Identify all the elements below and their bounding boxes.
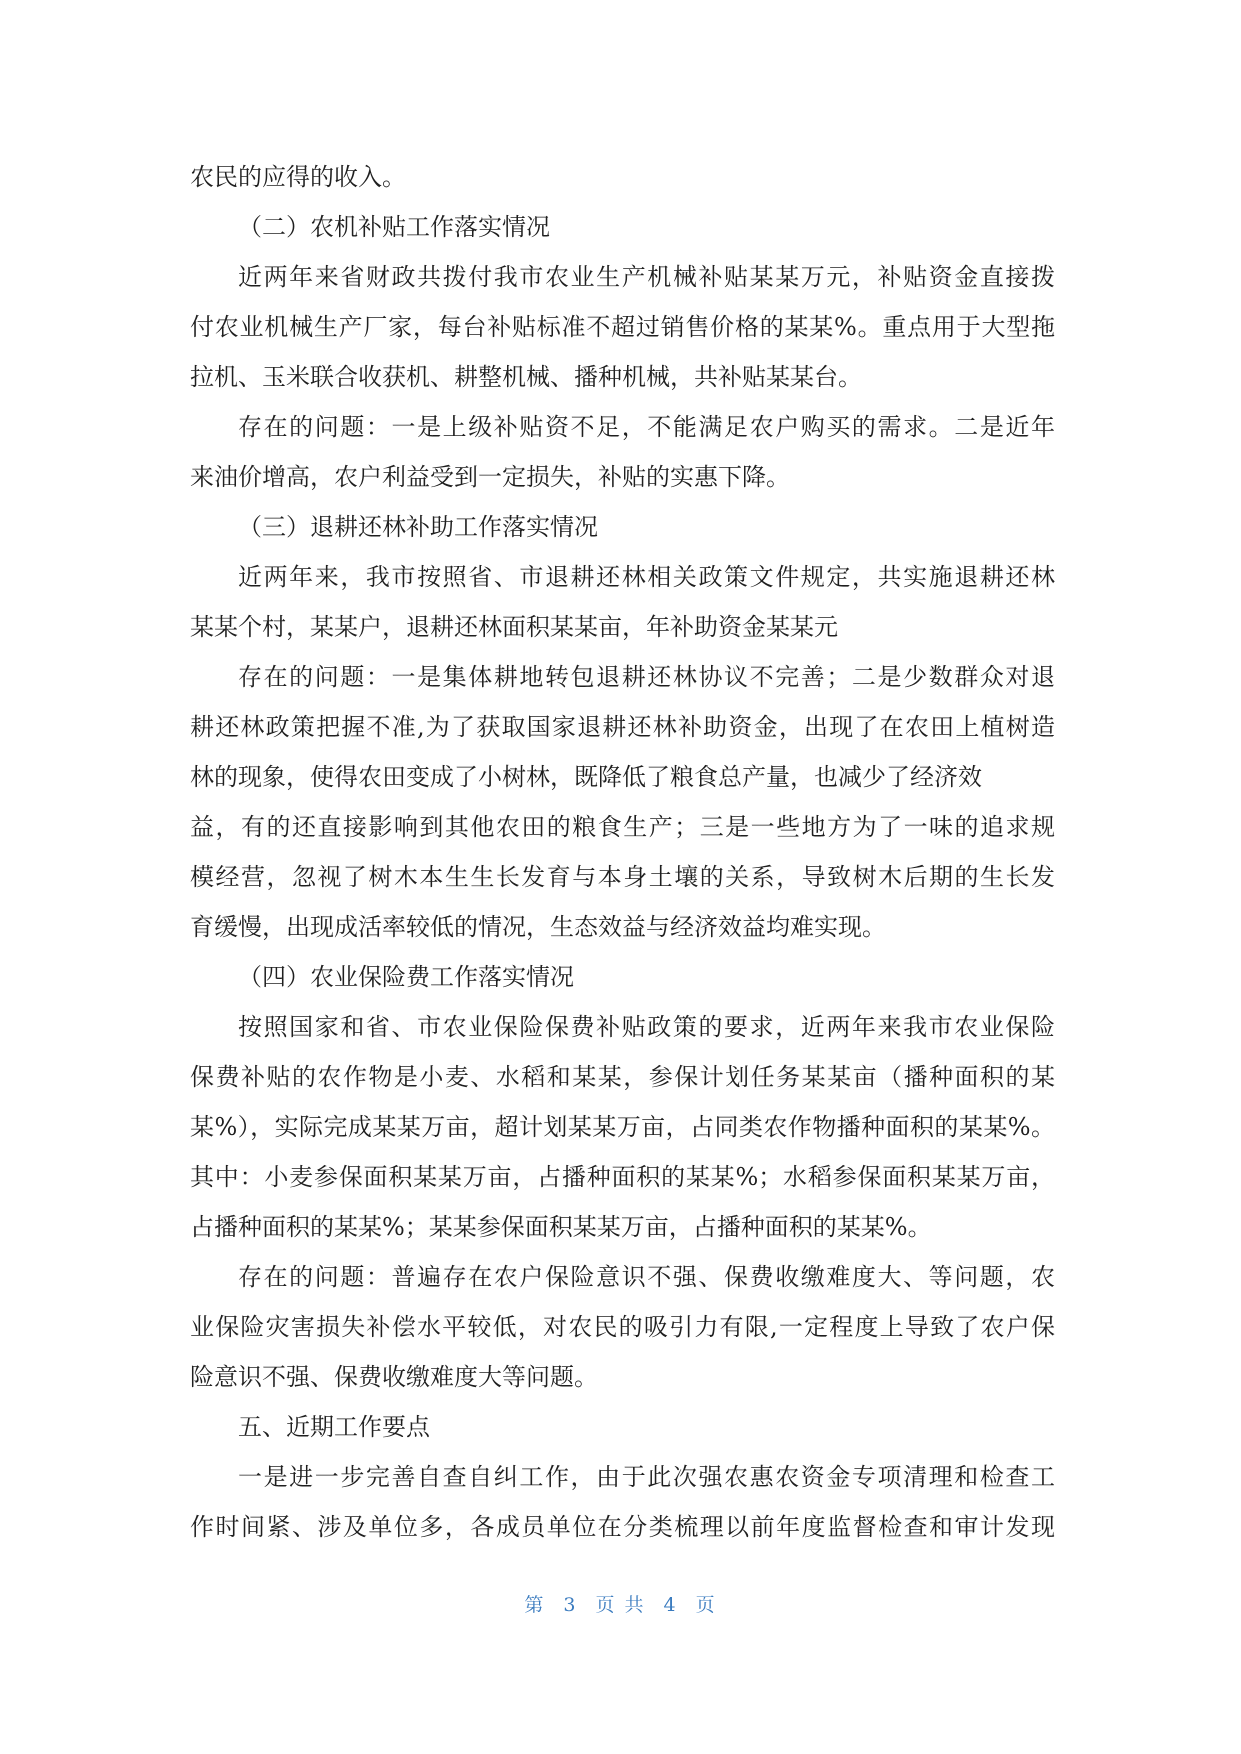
text-line: 某%），实际完成某某万亩，超计划某某万亩，占同类农作物播种面积的某某%。 xyxy=(190,1113,1055,1141)
text-line: 按照国家和省、市农业保险保费补贴政策的要求，近两年来我市农业保险 xyxy=(238,1013,1055,1041)
body-text xyxy=(190,152,1055,1552)
footer-total-pages: 4 xyxy=(663,1594,678,1616)
text-line: 作时间紧、涉及单位多，各成员单位在分类梳理以前年度监督检查和审计发现 xyxy=(190,1513,1055,1541)
text-line: 业保险灾害损失补偿水平较低，对农民的吸引力有限,一定程度上导致了农户保 xyxy=(190,1313,1055,1341)
text-line: 林的现象，使得农田变成了小树林，既降低了粮食总产量，也减少了经济效 xyxy=(190,763,982,791)
text-line: 占播种面积的某某%；某某参保面积某某万亩，占播种面积的某某%。 xyxy=(190,1213,932,1241)
section-heading: （二）农机补贴工作落实情况 xyxy=(238,213,550,241)
text-line: 模经营，忽视了树木本生生长发育与本身土壤的关系，导致树木后期的生长发 xyxy=(190,863,1055,891)
text-line: 保费补贴的农作物是小麦、水稻和某某，参保计划任务某某亩（播种面积的某 xyxy=(190,1063,1055,1091)
text-line: 农民的应得的收入。 xyxy=(190,163,406,191)
text-line: 险意识不强、保费收缴难度大等问题。 xyxy=(190,1363,598,1391)
text-line: 育缓慢，出现成活率较低的情况，生态效益与经济效益均难实现。 xyxy=(190,913,886,941)
text-line: 存在的问题：一是集体耕地转包退耕还林协议不完善；二是少数群众对退 xyxy=(238,663,1055,691)
text-line: 付农业机械生产厂家，每台补贴标准不超过销售价格的某某%。重点用于大型拖 xyxy=(190,313,1055,341)
text-line: 其中：小麦参保面积某某万亩，占播种面积的某某%；水稻参保面积某某万亩， xyxy=(190,1163,1055,1191)
text-line: 存在的问题：一是上级补贴资不足，不能满足农户购买的需求。二是近年 xyxy=(238,413,1055,441)
footer-prefix: 第 xyxy=(524,1594,546,1616)
section-heading: 五、近期工作要点 xyxy=(238,1413,430,1441)
text-line: 益，有的还直接影响到其他农田的粮食生产；三是一些地方为了一味的追求规 xyxy=(190,813,1055,841)
footer-suffix: 页 xyxy=(695,1594,717,1616)
text-line: 存在的问题：普遍存在农户保险意识不强、保费收缴难度大、等问题，农 xyxy=(238,1263,1055,1291)
text-line: 某某个村，某某户，退耕还林面积某某亩，年补助资金某某元 xyxy=(190,613,838,641)
text-line: 近两年来，我市按照省、市退耕还林相关政策文件规定，共实施退耕还林 xyxy=(238,563,1055,591)
footer-current-page: 3 xyxy=(563,1594,578,1616)
text-line: 近两年来省财政共拨付我市农业生产机械补贴某某万元，补贴资金直接拨 xyxy=(238,263,1055,291)
page-footer xyxy=(0,1590,1241,1617)
text-line: 来油价增高，农户利益受到一定损失，补贴的实惠下降。 xyxy=(190,463,790,491)
section-heading: （三）退耕还林补助工作落实情况 xyxy=(238,513,598,541)
text-line: 拉机、玉米联合收获机、耕整机械、播种机械，共补贴某某台。 xyxy=(190,363,862,391)
text-line: 一是进一步完善自查自纠工作，由于此次强农惠农资金专项清理和检查工 xyxy=(238,1463,1055,1491)
section-heading: （四）农业保险费工作落实情况 xyxy=(238,963,574,991)
footer-middle: 页 共 xyxy=(595,1594,646,1616)
text-line: 耕还林政策把握不准,为了获取国家退耕还林补助资金，出现了在农田上植树造 xyxy=(190,713,1055,741)
